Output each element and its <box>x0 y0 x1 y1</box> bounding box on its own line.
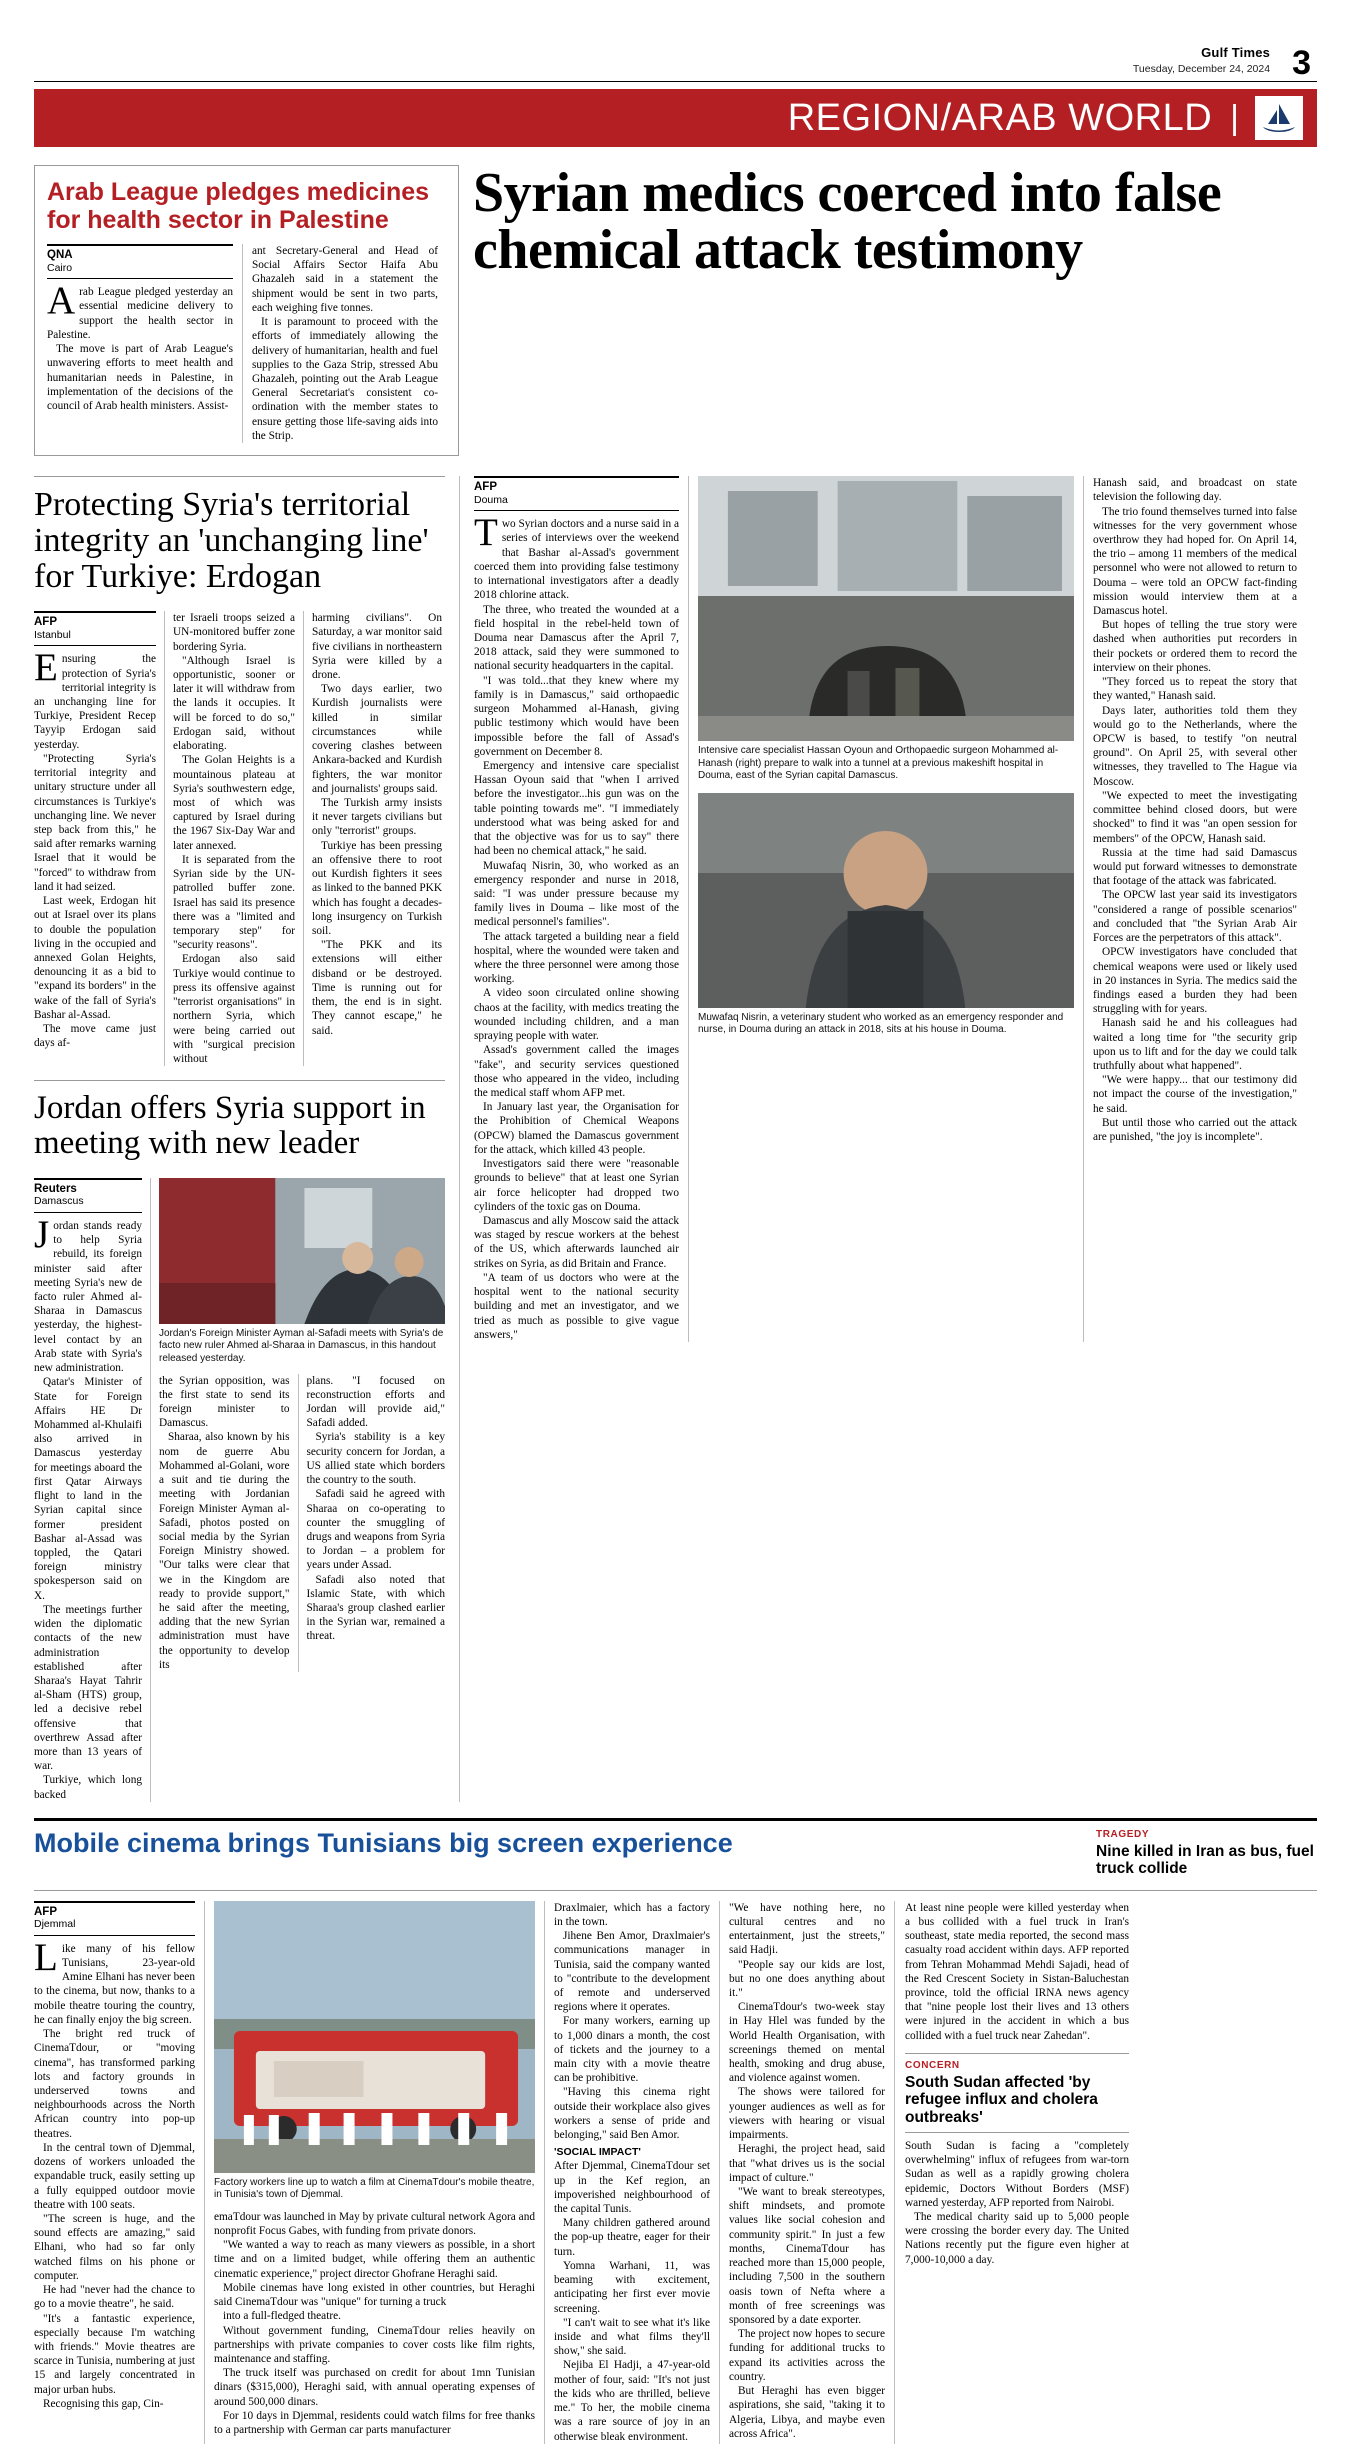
paragraph: Many children gathered around the pop-up theatre, eager for their turn. <box>554 2217 710 2258</box>
paragraph: A video soon circulated online showing chaos at the facility, with medics treating the wounded including children, and a man spraying people with water. <box>474 987 679 1043</box>
paragraph: The shows were tailored for younger audiences as well as for viewers with hearing or visual impairments. <box>729 2086 885 2142</box>
paper-name: Gulf Times <box>1201 45 1271 60</box>
paragraph: Erdogan also said Turkiye would continue to press its offensive against "terrorist organisations" in northern Syria, which were being carried out with "surgical precision without <box>173 953 295 1065</box>
paragraph: He had "never had the chance to go to a movie theatre", he said. <box>34 2284 195 2311</box>
paragraph: Like many of his fellow Tunisians, 23-year-old Amine Elhani has never been to the cinema, but now, thanks to a mobile theatre touring the country, he can finally enjoy the big screen. <box>34 1935 195 2026</box>
paragraph: "It's a fantastic experience, especially because I'm watching with friends." Movie theatres are scarce in Tunisia, numbering at just 15 and largely concentrated in major urban hubs. <box>34 2312 195 2396</box>
banner-separator: | <box>1230 98 1239 137</box>
jordan-headline: Jordan offers Syria support in meeting with new leader <box>34 1090 426 1162</box>
paragraph: For 10 days in Djemmal, residents could watch films for free thanks to a partnership with German car parts manufacturer <box>214 2409 535 2437</box>
byline-source: AFP <box>34 1905 57 1918</box>
paragraph: Mobile cinemas have long existed in other countries, but Heraghi said CinemaTdour was "unique" for turning a truck <box>214 2281 535 2309</box>
mobile-cinema-headline: Mobile cinema brings Tunisians big screen experience <box>34 1827 733 1858</box>
paragraph: CinemaTdour's two-week stay in Hay Hlel was funded by the World Health Organisation, with screenings themed on mental health, smoking and drug abuse, and violence against women. <box>729 2001 885 2085</box>
paragraph: "I can't wait to see what it's like inside and what films they'll show," she said. <box>554 2316 710 2358</box>
paragraph: The Turkish army insists it never targets civilians but only "terrorist" groups. <box>312 797 442 838</box>
arab-league-story <box>34 165 459 456</box>
paragraph: Recognising this gap, Cin- <box>43 2397 164 2410</box>
medics-photo-2 <box>698 793 1074 1008</box>
paragraph: Investigators said there were "reasonable grounds to believe" that at least one Syrian air force helicopter had dropped two cylinders of the toxic gas on Douma. <box>474 1158 679 1213</box>
byline-location: Djemmal <box>34 1918 76 1931</box>
paragraph: The truck itself was purchased on credit for about 1mn Tunisian dinars ($315,000), Heraghi said, with annual operating expenses of around 500,000 dinars. <box>214 2367 535 2408</box>
dhow-boat-icon <box>1255 96 1303 140</box>
paragraph: the Syrian opposition, was the first state to send its foreign minister to Damascus. <box>159 1374 290 1430</box>
paragraph: "The PKK and its extensions will either disband or be destroyed. Time is running out for them, the end is in sight. They cannot escape," he said. <box>312 939 442 1037</box>
paragraph: Assad's government called the images "fake", and security services questioned those who appeared in the video, including the medical staff whom AFP met. <box>474 1044 679 1099</box>
side-story-kicker: CONCERN <box>905 2059 960 2071</box>
paragraph: The bright red truck of CinemaTdour, or "moving cinema", has transformed parking lots and factory grounds in underserved towns and neighbourhoods across the North African country into pop-up theatres. <box>34 2028 195 2140</box>
cinema-subhead: 'SOCIAL IMPACT' <box>554 2146 641 2159</box>
paragraph: The medical charity said up to 5,000 people were crossing the border every day. The United Nations recently put the figure even higher at 7,000-10,000 a day. <box>905 2210 1129 2266</box>
paragraph: Russia at the time had said Damascus would put forward witnesses to demonstrate that footage of the attack was fabricated. <box>1093 846 1297 888</box>
cinema-byline <box>34 1906 195 1931</box>
byline-location: Douma <box>474 493 508 506</box>
paragraph: "Although Israel is opportunistic, sooner or later it will withdraw from the lands it occupies. It will be forced to do so," Erdogan said, without elaborating. <box>173 654 295 753</box>
paragraph: For many workers, earning up to 1,000 dinars a month, the cost of tickets and the journey to a main city with a movie theatre can be prohibitive. <box>554 2015 710 2085</box>
arab-league-headline: Arab League pledges medicines for health sector in Palestine <box>47 178 430 234</box>
paragraph: ant Secretary-General and Head of Social Affairs Sector Haifa Abu Ghazaleh said in a statement the shipment would be sent in two parts, each weighing five tonnes. <box>252 245 438 314</box>
paragraph: Qatar's Minister of State for Foreign Affairs HE Dr Mohammed al-Khulaifi also arrived in Damascus yesterday for meetings aboard the first Qatar Airways flight to land in the Syrian capital since former president Bashar al-Assad was toppled, the Qatari foreign ministry spokesperson said on X. <box>34 1376 142 1602</box>
jordan-photo-caption: Jordan's Foreign Minister Ayman al-Safadi meets with Syria's de facto new ruler Ahmed al-Sharaa in Damascus, in this handout released yesterday. <box>159 1327 444 1364</box>
paragraph: "We wanted a way to reach as many viewers as possible, in a short time and on a limited budget, while offering them an authentic cinematic experience," project director Ghofrane Heraghi said. <box>214 2239 535 2280</box>
section-title: REGION/ARAB WORLD <box>787 96 1213 139</box>
paragraph: Yomna Warhani, 11, was beaming with excitement, anticipating her first ever movie screening. <box>554 2259 710 2315</box>
arab-league-byline <box>47 249 233 274</box>
medics-photo-2-caption: Muwafaq Nisrin, a veterinary student who worked as an emergency responder and nurse, in Douma during an attack in 2018, sits at his house in Douma. <box>698 1011 1064 1036</box>
paragraph: Emergency and intensive care specialist Hassan Oyoun said that "when I arrived before the investigator...his gun was on the table pointing towards me". "I immediately understood what was being asked for and that the objective was for us to say" there had been no chemical attack," he said. <box>474 759 679 858</box>
paragraph: It is separated from the Syrian side by the UN-patrolled buffer zone. Israel has said its presence there was a "limited and temporary step" for "security reasons". <box>173 853 295 952</box>
paragraph: "We want to break stereotypes, shift mindsets, and promote values like social cohesion and community spirit." In just a few months, CinemaTdour has reached more than 15,000 people, including 7,500 in the southern oasis town of Nefta where a month of free screenings was sponsored by a date exporter. <box>729 2186 885 2326</box>
section-banner <box>34 89 1317 147</box>
page-number: 3 <box>1292 44 1311 83</box>
byline-source: AFP <box>34 616 57 629</box>
paragraph: Safadi said he agreed with Sharaa on co-operating to counter the smuggling of drugs and weapons from Syria to Jordan – a problem for years under Assad. <box>306 1488 445 1572</box>
byline-source: Reuters <box>34 1182 77 1195</box>
medics-photo-1 <box>698 476 1074 741</box>
erdogan-headline: Protecting Syria's territorial integrity an 'unchanging line' for Turkiye: Erdogan <box>34 486 429 596</box>
paragraph: The move is part of Arab League's unwavering efforts to meet health and humanitarian needs in Palestine, in implementation of the decisions of the council of Arab health ministers. Assist- <box>47 343 233 412</box>
paragraph: Jihene Ben Amor, Draxlmaier's communications manager in Tunisia, said the company wanted to "contribute to the development of remote and underserved regions where it operates. <box>554 1930 710 2014</box>
paragraph: Damascus and ally Moscow said the attack was staged by rescue workers at the behest of the US, which afterwards launched air strikes on Syria, as did Britain and France. <box>474 1214 679 1270</box>
paragraph: emaTdour was launched in May by private cultural network Agora and nonprofit Focus Gabes, with funding from private donors. <box>214 2210 535 2238</box>
paragraph: Safadi also noted that Islamic State, with which Sharaa's group clashed earlier in the Syrian war, remained a threat. <box>306 1573 445 1643</box>
paragraph: The attack targeted a building near a field hospital, where the wounded were taken and where the three personnel were among those working. <box>474 930 679 986</box>
byline-location: Damascus <box>34 1195 84 1208</box>
paragraph: OPCW investigators have concluded that chemical weapons were used or likely used in 20 instances in Syria. The medics said the findings eased a burden they had been struggling with for years. <box>1093 946 1297 1016</box>
cinema-photo <box>214 1901 535 2173</box>
paragraph: Muwafaq Nisrin, 30, who worked as an emergency responder and nurse in 2018, said: "I was under pressure because my family lives in Douma – like most of the medical personnel's families". <box>474 859 679 929</box>
paragraph: plans. "I focused on reconstruction efforts and Jordan will provide aid," Safadi added. <box>306 1374 445 1430</box>
paragraph: At least nine people were killed yesterday when a bus collided with a fuel truck in Iran's southeast, state media reported, the second mass casualty road accident within days. AFP reported from Tehran Mohammad Mehdi Sajadi, head of the Red Crescent Society in Sistan-Baluchestan province, told the official IRNA news agency that "nine people lost their lives and 13 others were injured in the accident in which a bus collided with a fuel truck near Zahedan". <box>905 1901 1129 2042</box>
masthead-rule <box>34 81 1317 82</box>
byline-location: Istanbul <box>34 628 71 641</box>
paragraph: Without government funding, CinemaTdour relies heavily on partnerships with private companies to cover costs like film rights, maintenance and staffing. <box>214 2324 535 2365</box>
masthead <box>34 0 1317 83</box>
paragraph: "They forced us to repeat the story that they wanted," Hanash said. <box>1093 676 1297 703</box>
paragraph: But Heraghi has even bigger aspirations, she said, "taking it to Algeria, Libya, and maybe even across Africa". <box>729 2385 885 2440</box>
medics-byline <box>474 481 679 506</box>
paragraph: Two days earlier, two Kurdish journalists were killed in similar circumstances while covering clashes between Ankara-backed and Kurdish fighters, the war monitor and journalists' groups said. <box>312 683 442 795</box>
paragraph: Sharaa, also known by his nom de guerre Abu Mohammed al-Golani, wore a suit and tie during the meeting with Jordanian Foreign Minister Ayman al-Safadi, photos posted on social media by the Syrian Foreign Ministry showed. "Our talks were clear that we in the Kingdom are ready to provide support," he said after the meeting, adding that the new Syrian administration must have the opportunity to develop its <box>159 1431 290 1671</box>
paragraph: The trio found themselves turned into false witnesses for the very government whose overthrow they had hoped for. On April 14, the trio – among 11 members of the medical personnel who were not allowed to return to Douma – were told an OPCW fact-finding mission would interview them at a Damascus hotel. <box>1093 505 1297 618</box>
paragraph: South Sudan is facing a "completely overwhelming" influx of refugees from war-torn Sudan as well as a rapidly growing cholera epidemic, Doctors Without Borders (MSF) warned yesterday, AFP reported from Nairobi. <box>905 2139 1129 2209</box>
paragraph: The Golan Heights is a mountainous plateau at Syria's southwestern edge, most of which was captured by Israel during the 1967 Six-Day War and later annexed. <box>173 754 295 852</box>
paragraph: The three, who treated the wounded at a field hospital in the rebel-held town of Douma near Damascus after the April 7, 2018 attack, said they were summoned to national security headquarters in the capital. <box>474 603 679 673</box>
jordan-photo <box>159 1178 445 1324</box>
issue-date: Tuesday, December 24, 2024 <box>1132 62 1271 75</box>
paragraph: "A team of us doctors who were at the hospital went to the national security building and met an investigator, and we tried as much as possible to give vague answers," <box>474 1271 679 1341</box>
jordan-byline <box>34 1183 142 1208</box>
byline-source: AFP <box>474 481 497 494</box>
paragraph: It is paramount to proceed with the efforts of immediately allowing the delivery of humanitarian, health and fuel supplies to the Gaza Strip, stressed Abu Ghazaleh, pointing out the Arab League General Secretariat's consistent co-ordination with the member states to ensure getting those life-saving aids into the Strip. <box>252 316 438 442</box>
paragraph: Turkiye has been pressing an offensive there to root out Kurdish fighters it sees as linked to the banned PKK which has fought a decades-long insurgency on Turkish soil. <box>312 839 442 937</box>
paragraph: Heraghi, the project head, said that "what drives us is the social impact of culture." <box>729 2143 885 2184</box>
paragraph: Turkiye, which long backed <box>34 1774 142 1801</box>
byline-source: QNA <box>47 249 73 261</box>
paragraph: Two Syrian doctors and a nurse said in a series of interviews over the weekend that Bashar al-Assad's government coerced them into providing false testimony to international investigators after a deadly 2018 chlorine attack. <box>474 511 679 602</box>
paragraph: Nejiba El Hadji, a 47-year-old mother of four, said: "It's not just the kids who are thrilled, believe me." To her, the mobile cinema was a rare source of joy in an otherwise bleak environment. <box>554 2359 710 2443</box>
medics-photo-1-caption: Intensive care specialist Hassan Oyoun and Orthopaedic surgeon Mohammed al-Hanash (right) prepare to walk into a tunnel at a previous makeshift hospital in Douma, east of the Syrian capital Damascus. <box>698 745 1059 782</box>
erdogan-byline <box>34 616 156 641</box>
paragraph: The move came just days af- <box>34 1023 156 1050</box>
paragraph: The OPCW last year said its investigators "considered a range of possible scenarios" and concluded that "the Syrian Arab Air Forces are the perpetrators of this attack". <box>1093 889 1297 945</box>
paragraph: "People say our kids are lost, but no one does anything about it." <box>729 1958 885 1999</box>
paragraph: Draxlmaier, which has a factory in the town. <box>554 1901 710 1928</box>
paragraph: In the central town of Djemmal, dozens of workers unloaded the expandable truck, easily setting up a fully equipped outdoor movie theatre with 100 seats. <box>34 2141 195 2211</box>
paragraph: In January last year, the Organisation for the Prohibition of Chemical Weapons (OPCW) blamed the Damascus government for the attack, which killed 43 people. <box>474 1101 679 1156</box>
paragraph: Ensuring the protection of Syria's territorial integrity is an unchanging line for Turkiye, President Recep Tayyip Erdogan said yesterday. <box>34 646 156 751</box>
syrian-medics-headline: Syrian medics coerced into false chemical attack testimony <box>473 162 1222 282</box>
paragraph: "We were happy... that our testimony did not impact the course of the investigation," he said. <box>1093 1074 1297 1115</box>
paragraph: "Having this cinema right outside their workplace also gives workers a sense of pride and belonging," said Ben Amor. <box>554 2086 710 2142</box>
paragraph: The meetings further widen the diplomatic contacts of the new administration established after Sharaa's Hayat Tahrir al-Sham (HTS) group, led a decisive rebel offensive that overthrew Assad after more than 13 years of war. <box>34 1603 142 1773</box>
paragraph: Last week, Erdogan hit out at Israel over its plans to double the population living in the occupied and annexed Golan Heights, denouncing it as a bid to "expand its borders" in the wake of the fall of Syria's Bashar al-Assad. <box>34 895 156 1021</box>
paragraph: Syria's stability is a key security concern for Jordan, a US allied state which borders the country to the south. <box>306 1431 445 1487</box>
paragraph: "We have nothing here, no cultural centres and no entertainment, just the streets," said Hadji. <box>729 1901 885 1957</box>
paragraph: "I was told...that they knew where my family is in Damascus," said orthopaedic surgeon Mohammed al-Hanash, giving public testimony which would have been impossible before the fall of Assad's government on December 8. <box>474 674 679 758</box>
paragraph: Jordan stands ready to help Syria rebuild, its foreign minister said after meeting Syria's new de facto ruler Ahmed al-Sharaa in Damascus yesterday, the highest-level contact by an Arab state with Syria's new administration. <box>34 1212 142 1375</box>
paragraph: "Protecting Syria's territorial integrity and unitary structure under all circumstances is Turkiye's unchanging line. We never step back from this," he said after remarks warning Israel that it would be "forced" to withdraw from land it had seized. <box>34 752 156 893</box>
side-story-kicker: TRAGEDY <box>1096 1828 1150 1840</box>
paragraph: Hanash said, and broadcast on state television the following day. <box>1093 477 1297 504</box>
paragraph: After Djemmal, CinemaTdour set up in the Kef region, an impoverished neighbourhood of the capital Tunis. <box>554 2160 710 2215</box>
cinema-photo-caption: Factory workers line up to watch a film at CinemaTdour's mobile theatre, in Tunisia's town of Djemmal. <box>214 2176 535 2201</box>
paragraph: But hopes of telling the true story were dashed when authorities put recorders in their pockets or ordered them to record the interview on their phones. <box>1093 619 1297 674</box>
side-story-headline: South Sudan affected 'by refugee influx and cholera outbreaks' <box>905 2073 1098 2126</box>
paragraph: The project now hopes to secure funding for additional trucks to expand its activities across the country. <box>729 2328 885 2383</box>
paragraph: "The screen is huge, and the sound effects are amazing," said Elhani, who had so far only watched films on his phone or computer. <box>34 2212 195 2282</box>
paragraph: Arab League pledged yesterday an essential medicine delivery to support the health sector in Palestine. <box>47 279 233 341</box>
paragraph: "We expected to meet the investigating committee behind closed doors, but were shocked" to find it was "an open session for members" of the OPCW, Hanash said. <box>1093 789 1297 845</box>
byline-location: Cairo <box>47 261 73 274</box>
side-story-headline: Nine killed in Iran as bus, fuel truck collide <box>1096 1842 1314 1878</box>
paragraph: into a full-fledged theatre. <box>223 2310 341 2323</box>
paragraph: harming civilians". On Saturday, a war monitor said five civilians in northeastern Syria were killed by a drone. <box>312 612 442 682</box>
paragraph: Days later, authorities told them they would go to the Netherlands, where the OPCW is based, to testify "on neutral ground". On April 25, with several other witnesses, they travelled to The Hague via Moscow. <box>1093 704 1297 788</box>
paragraph: ter Israeli troops seized a UN-monitored buffer zone bordering Syria. <box>173 612 295 653</box>
paragraph: But until those who carried out the attack are punished, "the joy is incomplete". <box>1093 1116 1297 1144</box>
paragraph: Hanash said he and his colleagues had waited a long time for "the security grip upon us to lift and for the day we could talk truthfully about what happened". <box>1093 1017 1297 1073</box>
